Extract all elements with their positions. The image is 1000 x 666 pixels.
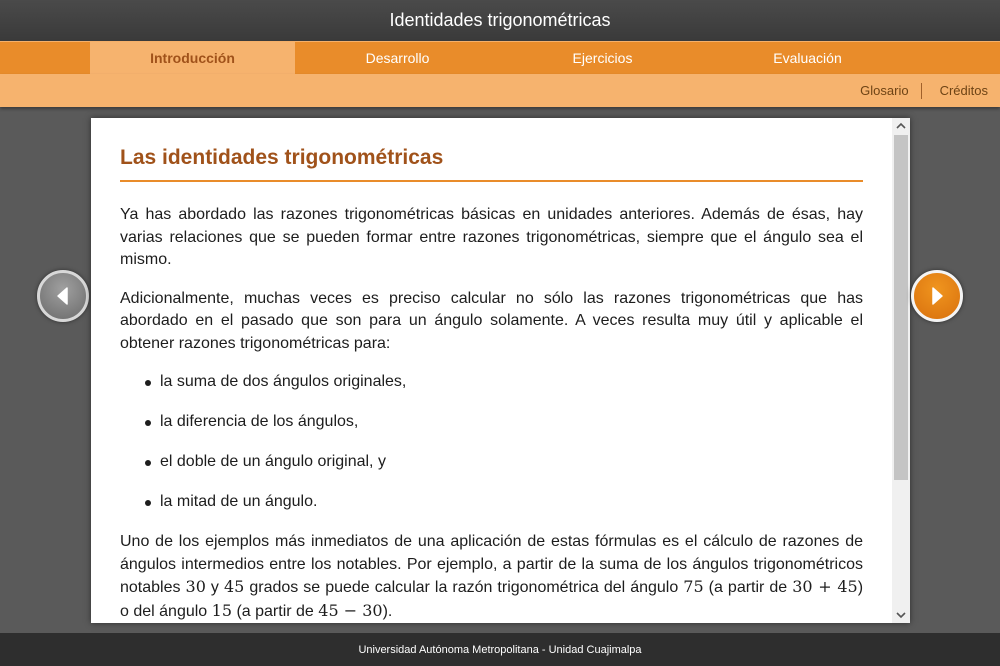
list-item: la mitad de un ángulo.	[120, 491, 863, 513]
list-item: la suma de dos ángulos originales,	[120, 371, 863, 393]
creditos-link[interactable]: Créditos	[939, 83, 988, 98]
scroll-down-button[interactable]	[892, 607, 910, 623]
p3-text: Uno de los ejemplos más inmediatos de una aplicación de estas fórmulas es el cálculo de razones de ángulos intermedios entre los notables. Por ejemplo, a partir de la suma de los ángulos trigonométricos notables	[120, 533, 863, 596]
math-number: 75	[683, 577, 704, 596]
scrollbar-thumb[interactable]	[894, 135, 908, 480]
caret-down-icon	[896, 611, 906, 619]
p3-text: y	[205, 579, 224, 596]
footer	[0, 633, 1000, 666]
p3-text: ).	[382, 602, 393, 620]
paragraph-2: Adicionalmente, muchas veces es preciso calcular no sólo las razones trigonométricas que has abordado en el pasado que son para un ángulo solamente. A veces resulta muy útil y aplicable el obtener razones trigonométricas para:	[120, 289, 863, 352]
bullet-list	[120, 371, 863, 513]
content-scrollbar[interactable]	[892, 118, 910, 623]
math-number: 45	[223, 577, 245, 596]
paragraph-3	[120, 531, 863, 623]
tab-introduccion[interactable]: Introducción	[90, 42, 295, 74]
app-title: Identidades trigonométricas	[389, 10, 611, 30]
caret-up-icon	[896, 122, 906, 130]
math-number: 30	[185, 577, 206, 596]
p3-text: ) o del ángulo	[120, 579, 864, 620]
app-titlebar	[0, 0, 1000, 41]
subnav-divider	[921, 83, 922, 99]
p3-text: (a partir de	[703, 579, 793, 596]
paragraph-1: Ya has abordado las razones trigonométricas básicas en unidades anteriores. Además de ésas, hay varias relaciones que se pueden formar entre razones trigonométricas, siempre que el ángulo sea el mismo.	[120, 206, 863, 268]
chevron-right-icon	[928, 286, 946, 306]
content-panel	[91, 118, 910, 623]
next-page-button[interactable]	[911, 270, 963, 322]
list-item: el doble de un ángulo original, y	[120, 451, 863, 473]
list-item: la diferencia de los ángulos,	[120, 411, 863, 433]
prev-page-button[interactable]	[37, 270, 89, 322]
scroll-up-button[interactable]	[892, 118, 910, 134]
tab-desarrollo[interactable]: Desarrollo	[365, 50, 430, 66]
chevron-left-icon	[54, 286, 72, 306]
glosario-link[interactable]: Glosario	[860, 83, 909, 98]
math-number: 15	[211, 600, 232, 620]
p3-text: grados se puede calcular la razón trigonométrica del ángulo	[244, 579, 684, 596]
main-nav	[0, 41, 1000, 74]
tab-evaluacion[interactable]: Evaluación	[773, 50, 842, 66]
math-expression: 45 − 30	[318, 600, 383, 620]
math-expression: 30 + 45	[792, 577, 858, 596]
page-heading: Las identidades trigonométricas	[120, 146, 863, 182]
p3-text: (a partir de	[232, 602, 319, 620]
sub-nav	[0, 74, 1000, 107]
tab-ejercicios[interactable]: Ejercicios	[572, 50, 633, 66]
content-body	[120, 146, 863, 623]
footer-text: Universidad Autónoma Metropolitana - Unidad Cuajimalpa	[358, 643, 642, 656]
